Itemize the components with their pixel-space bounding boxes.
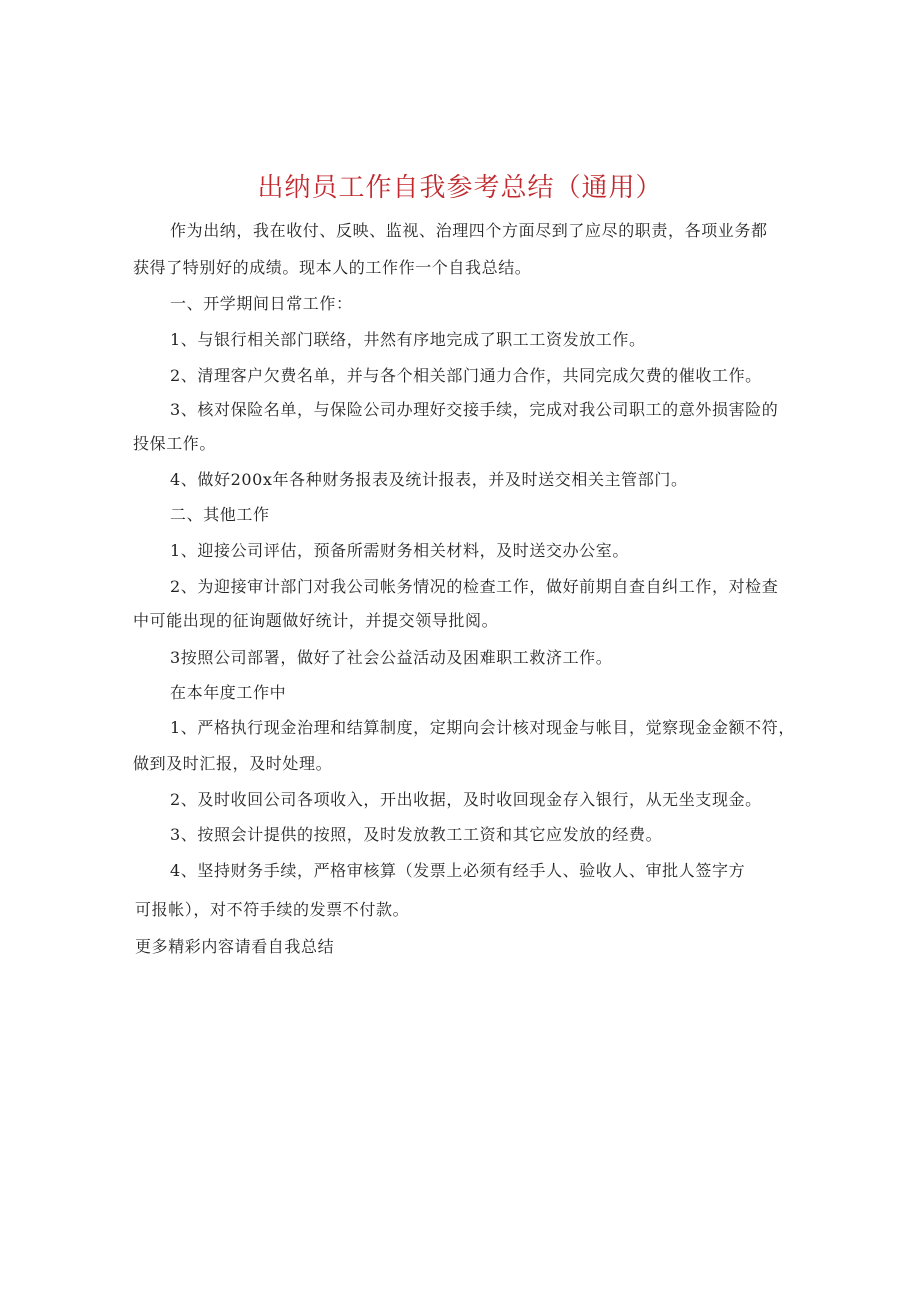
list-item: 2、清理客户欠费名单，并与各个相关部门通力合作，共同完成欠费的催收工作。 [170, 366, 762, 385]
paragraph-line: 获得了特别好的成绩。现本人的工作作一个自我总结。 [133, 258, 532, 277]
section-heading: 二、其他工作 [170, 505, 270, 524]
list-item-continuation: 投保工作。 [133, 434, 217, 453]
footer-link-text: 更多精彩内容请看自我总结 [135, 937, 335, 956]
section-heading: 一、开学期间日常工作： [170, 294, 353, 313]
list-item: 1、严格执行现金治理和结算制度，定期向会计核对现金与帐目，觉察现金金额不符， [170, 718, 795, 737]
list-item-continuation: 可报帐），对不符手续的发票不付款。 [135, 900, 410, 919]
list-item: 1、与银行相关部门联络，井然有序地完成了职工工资发放工作。 [170, 330, 646, 349]
list-item: 3、核对保险名单，与保险公司办理好交接手续，完成对我公司职工的意外损害险的 [170, 400, 779, 419]
list-item-continuation: 做到及时汇报，及时处理。 [133, 754, 333, 773]
list-item: 1、迎接公司评估，预备所需财务相关材料，及时送交办公室。 [170, 541, 629, 560]
list-item: 4、坚持财务手续，严格审核算（发票上必须有经手人、验收人、审批人签字方 [170, 861, 746, 880]
list-item-continuation: 中可能出现的征询题做好统计，并提交领导批阅。 [133, 611, 499, 630]
list-item: 4、做好200x年各种财务报表及统计报表，并及时送交相关主管部门。 [170, 470, 688, 489]
list-item: 2、为迎接审计部门对我公司帐务情况的检查工作，做好前期自查自纠工作，对检查 [170, 577, 779, 596]
list-item: 2、及时收回公司各项收入，开出收据，及时收回现金存入银行，从无坐支现金。 [170, 790, 762, 809]
section-heading: 在本年度工作中 [170, 683, 287, 702]
list-item: 3、按照会计提供的按照，及时发放教工工资和其它应发放的经费。 [170, 825, 663, 844]
paragraph-line: 作为出纳，我在收付、反映、监视、治理四个方面尽到了应尽的职责，各项业务都 [170, 221, 768, 240]
list-item: 3按照公司部署，做好了社会公益活动及困难职工救济工作。 [170, 648, 613, 667]
document-title: 出纳员工作自我参考总结（通用） [257, 173, 663, 203]
